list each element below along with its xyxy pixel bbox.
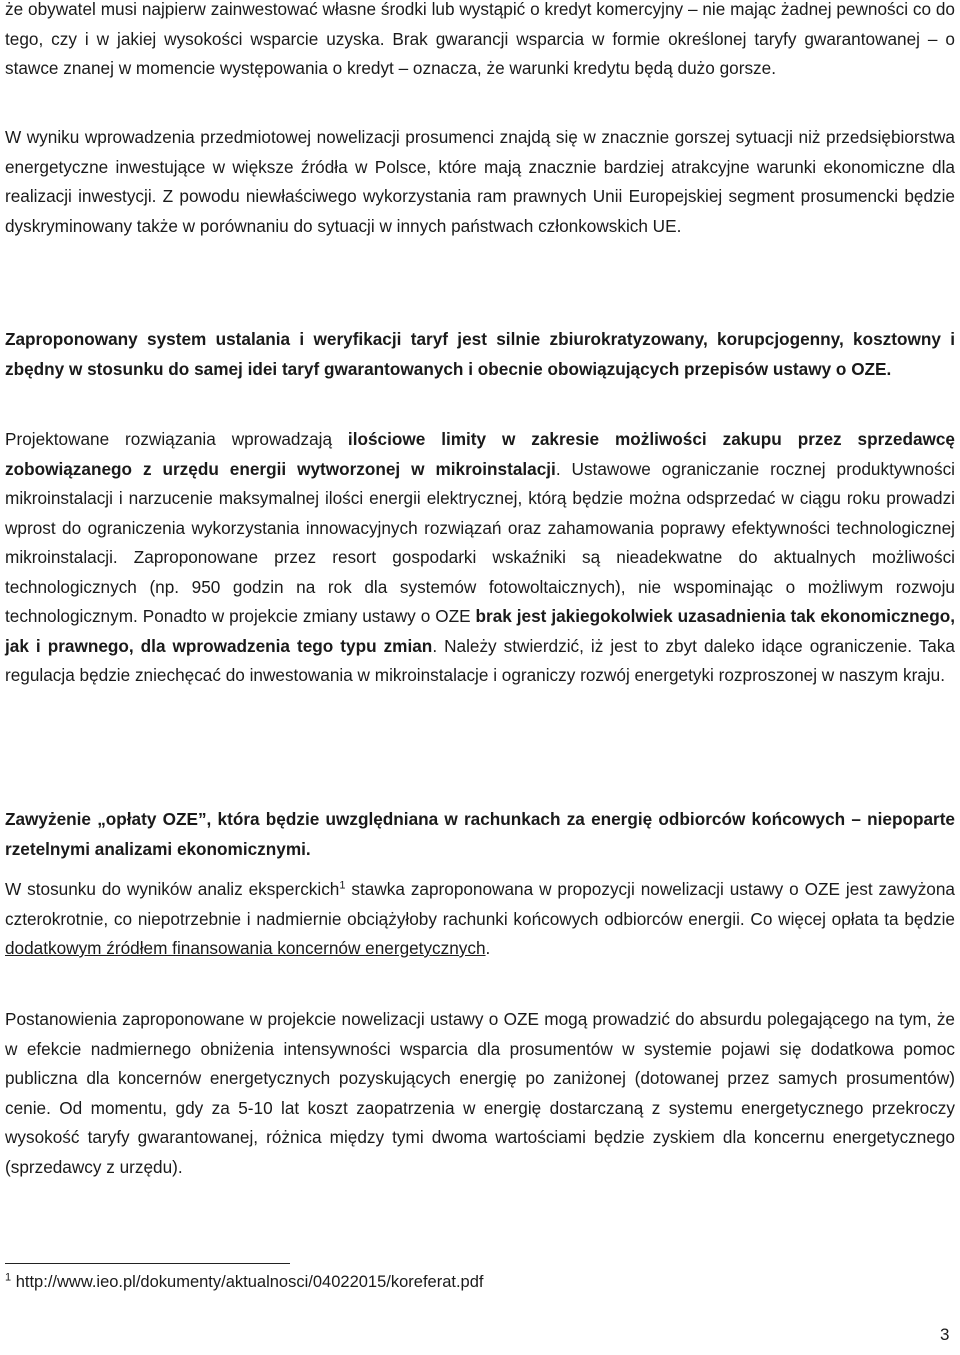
bold-text-run: ilościowe limity w zakresie możliwości zakupu przez sprzedawcę zobowiązanego z urzędu energii wytworzonej w mikroinstalacji	[5, 429, 955, 479]
paragraph-oze-fee-heading: Zawyżenie „opłaty OZE”, która będzie uwzględniana w rachunkach za energię odbiorców końcowych – niepoparte rzetelnymi analizami ekonomicznymi.	[5, 809, 955, 859]
footnote-mark: 1	[5, 1271, 12, 1284]
paragraph-quantity-limits	[5, 425, 955, 691]
paragraph-expert-analysis	[5, 875, 955, 964]
text-run: stawka zaproponowana w propozycji nowelizacji ustawy o OZE jest zawyżona czterokrotnie, co niepotrzebnie i nadmiernie obciążyłoby rachunki końcowych odbiorców energii. Co więcej opłata ta będzie	[5, 879, 955, 929]
page-number: 3	[940, 1325, 950, 1344]
text-run: . Ustawowe ograniczanie rocznej produktywności mikroinstalacji i narzucenie maksymalnej ilości energii elektrycznej, którą będzie można odsprzedać w ciągu roku prowadzi wprost do ograniczenia wykorzystania innowacyjnych rozwiązań oraz zahamowania poprawy efektywności technologicznej mikroinstalacji. Zaproponowane przez resort gospodarki wskaźniki są nieadekwatne do aktualnych możliwości technologicznych (np. 950 godzin na rok dla systemów fotowoltaicznych), nie wspominając o możliwym rozwoju technologicznym. Ponadto w projekcie zmiany ustawy o OZE	[5, 458, 955, 626]
text-run: W stosunku do wyników analiz eksperckich	[5, 879, 340, 899]
bold-text-run: brak jest jakiegokolwiek uzasadnienia tak ekonomicznego, jak i prawnego, dla wprowadzenia tego typu zmian	[5, 606, 955, 656]
text-run: . Należy stwierdzić, iż jest to zbyt daleko idące ograniczenie. Taka regulacja będzie zniechęcać do inwestowania w mikroinstalacje i ograniczy rozwój energetyki rozproszonej w naszym kraju.	[5, 635, 955, 685]
footnote-separator	[5, 1263, 290, 1264]
text-run: Projektowane rozwiązania wprowadzają	[5, 429, 348, 449]
paragraph-tariff-system-heading: Zaproponowany system ustalania i weryfikacji taryf jest silnie zbiurokratyzowany, korupcjogenny, kosztowny i zbędny w stosunku do samej idei taryf gwarantowanych i obecnie obowiązujących przepisów ustawy o OZE.	[5, 329, 955, 379]
paragraph-credit-conditions: że obywatel musi najpierw zainwestować własne środki lub wystąpić o kredyt komercyjny – nie mając żadnej pewności co do tego, czy i w jakiej wysokości wsparcie uzyska. Brak gwarancji wsparcia w formie określonej taryfy gwarantowanej – o stawce znanej w momencie występowania o kredyt – oznacza, że warunki kredytu będą dużo gorsze.	[5, 0, 955, 78]
paragraph-prosumer-discrimination: W wyniku wprowadzenia przedmiotowej nowelizacji prosumenci znajdą się w znacznie gorszej sytuacji niż przedsiębiorstwa energetyczne inwestujące w większe źródła w Polsce, które mają znacznie bardziej atrakcyjne warunki ekonomiczne dla realizacji inwestycji. Z powodu niewłaściwego wykorzystania ram prawnych Unii Europejskiej segment prosumencki będzie dyskryminowany także w porównaniu do sytuacji w innych państwach członkowskich UE.	[5, 127, 955, 236]
paragraph-public-aid-absurd: Postanowienia zaproponowane w projekcie nowelizacji ustawy o OZE mogą prowadzić do absurdu polegającego na tym, że w efekcie nadmiernego obniżenia intensywności wsparcia dla prosumentów w systemie pojawi się dodatkowa pomoc publiczna dla koncernów energetycznych pozyskujących energię po zaniżonej (dotowanej przez samych prosumentów) cenie. Od momentu, gdy za 5-10 lat koszt zaopatrzenia w energię dostarczaną z systemu energetycznego przekroczy wysokość taryfy gwarantowanej, różnica między tymi dwoma wartościami będzie zyskiem dla koncernu energetycznego (sprzedawcy z urzędu).	[5, 1009, 955, 1177]
text-run: .	[485, 938, 491, 958]
footnote	[5, 1271, 484, 1293]
underlined-text-run: dodatkowym źródłem finansowania koncernów energetycznych	[5, 938, 486, 958]
footnote-reference[interactable]: 1	[339, 879, 346, 892]
footnote-link[interactable]: http://www.ieo.pl/dokumenty/aktualnosci/04022015/koreferat.pdf	[11, 1273, 484, 1291]
